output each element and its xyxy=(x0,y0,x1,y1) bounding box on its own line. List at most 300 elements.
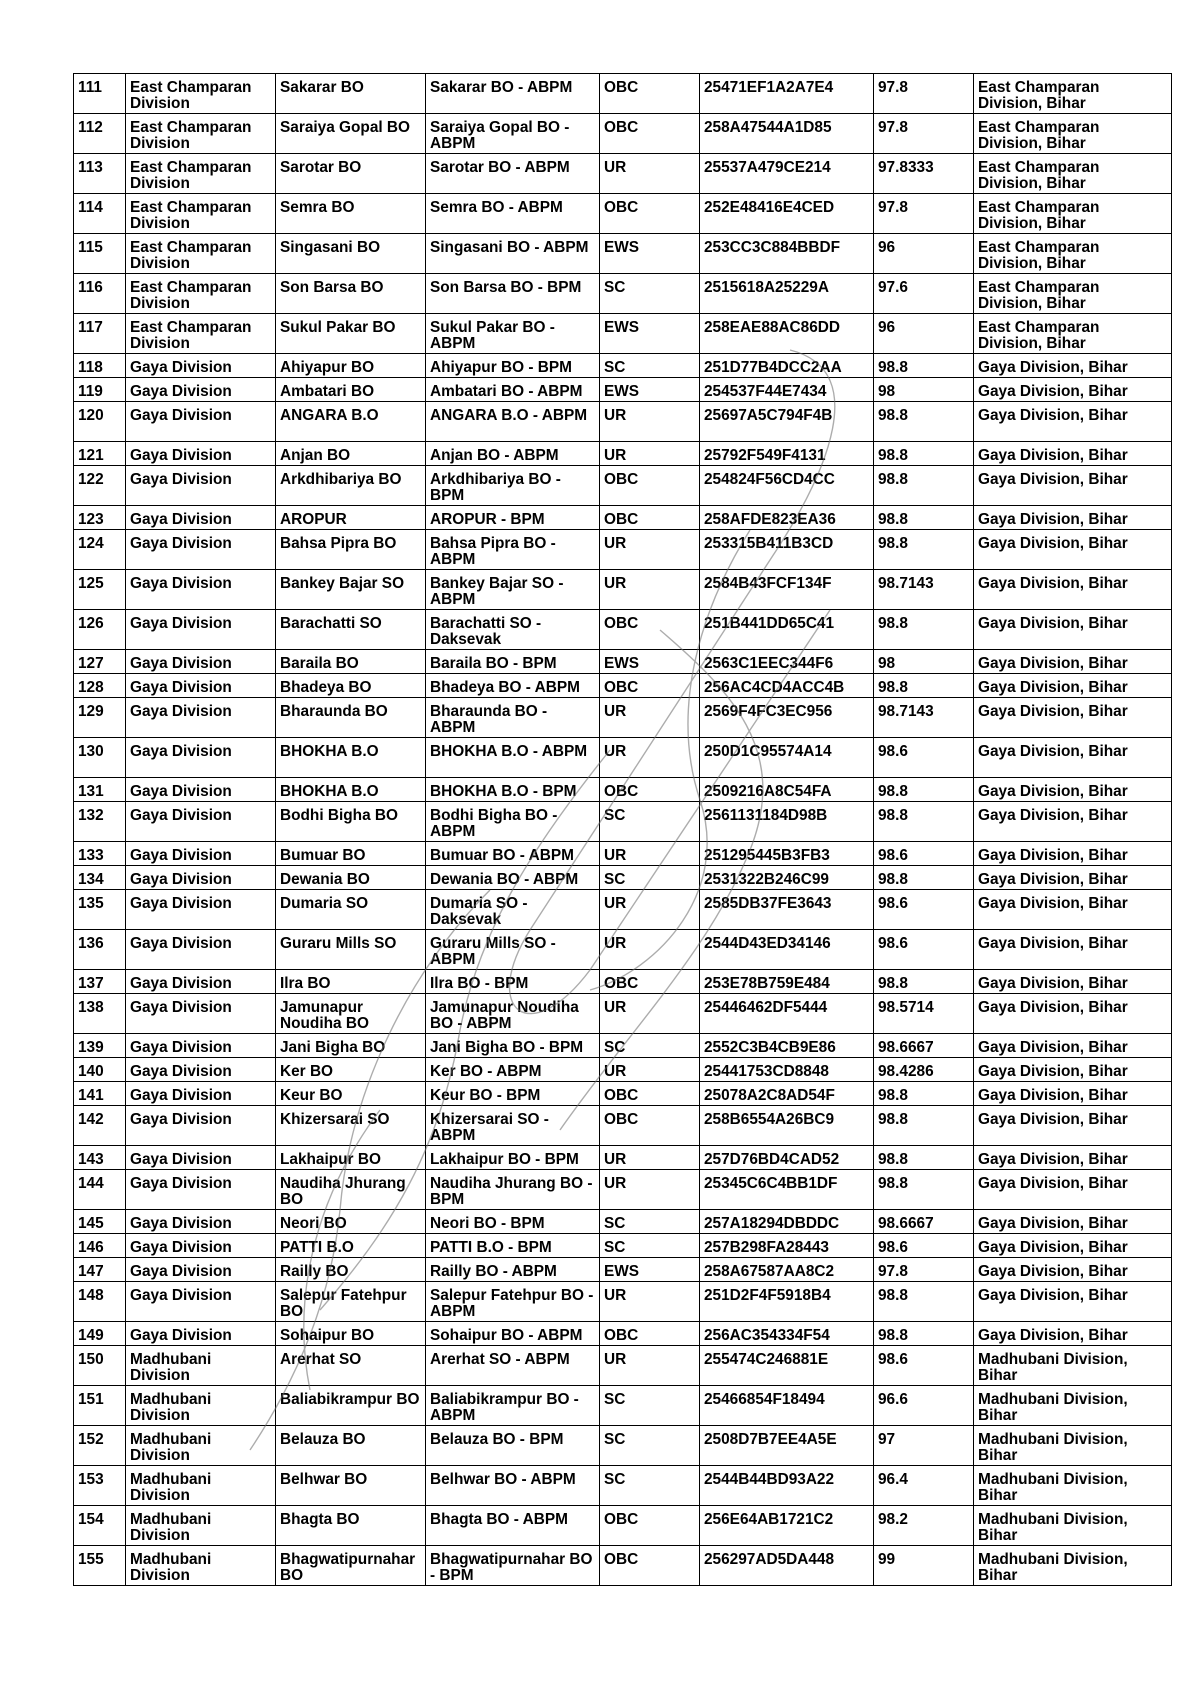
post-cell: Jamunapur Noudiha BO - ABPM xyxy=(426,994,600,1034)
serial-cell: 140 xyxy=(74,1058,126,1082)
circle-cell: Gaya Division, Bihar xyxy=(974,1082,1172,1106)
category-cell: UR xyxy=(600,890,700,930)
marks-cell: 98.8 xyxy=(874,1170,974,1210)
serial-cell: 120 xyxy=(74,402,126,442)
marks-cell: 97.8 xyxy=(874,194,974,234)
post-cell: Ker BO - ABPM xyxy=(426,1058,600,1082)
table-row xyxy=(74,354,1172,378)
circle-cell: Gaya Division, Bihar xyxy=(974,650,1172,674)
circle-cell: East Champaran Division, Bihar xyxy=(974,154,1172,194)
table-row xyxy=(74,1466,1172,1506)
category-cell: OBC xyxy=(600,610,700,650)
serial-cell: 135 xyxy=(74,890,126,930)
post-cell: Sarotar BO - ABPM xyxy=(426,154,600,194)
category-cell: SC xyxy=(600,866,700,890)
division-cell: Gaya Division xyxy=(126,698,276,738)
post-cell: Dewania BO - ABPM xyxy=(426,866,600,890)
marks-cell: 98.8 xyxy=(874,970,974,994)
table-row xyxy=(74,466,1172,506)
circle-cell: Madhubani Division, Bihar xyxy=(974,1346,1172,1386)
registration-cell: 256AC354334F54 xyxy=(700,1322,874,1346)
office-cell: Singasani BO xyxy=(276,234,426,274)
serial-cell: 141 xyxy=(74,1082,126,1106)
office-cell: Dewania BO xyxy=(276,866,426,890)
table-row xyxy=(74,570,1172,610)
registration-cell: 25345C6C4BB1DF xyxy=(700,1170,874,1210)
serial-cell: 115 xyxy=(74,234,126,274)
marks-cell: 97.8 xyxy=(874,1258,974,1282)
division-cell: Gaya Division xyxy=(126,866,276,890)
category-cell: OBC xyxy=(600,674,700,698)
office-cell: Sohaipur BO xyxy=(276,1322,426,1346)
circle-cell: Gaya Division, Bihar xyxy=(974,610,1172,650)
serial-cell: 123 xyxy=(74,506,126,530)
circle-cell: Gaya Division, Bihar xyxy=(974,930,1172,970)
table-row xyxy=(74,674,1172,698)
circle-cell: Gaya Division, Bihar xyxy=(974,1282,1172,1322)
category-cell: OBC xyxy=(600,194,700,234)
category-cell: UR xyxy=(600,1282,700,1322)
category-cell: SC xyxy=(600,354,700,378)
office-cell: BHOKHA B.O xyxy=(276,738,426,778)
office-cell: AROPUR xyxy=(276,506,426,530)
marks-cell: 97.8 xyxy=(874,74,974,114)
category-cell: OBC xyxy=(600,1506,700,1546)
post-cell: Belhwar BO - ABPM xyxy=(426,1466,600,1506)
marks-cell: 98.8 xyxy=(874,442,974,466)
table-row xyxy=(74,1322,1172,1346)
circle-cell: Gaya Division, Bihar xyxy=(974,1258,1172,1282)
table-row xyxy=(74,970,1172,994)
post-cell: PATTI B.O - BPM xyxy=(426,1234,600,1258)
category-cell: OBC xyxy=(600,74,700,114)
division-cell: Madhubani Division xyxy=(126,1386,276,1426)
division-cell: Gaya Division xyxy=(126,842,276,866)
office-cell: Bumuar BO xyxy=(276,842,426,866)
post-cell: Baliabikrampur BO - ABPM xyxy=(426,1386,600,1426)
serial-cell: 153 xyxy=(74,1466,126,1506)
division-cell: Gaya Division xyxy=(126,994,276,1034)
registration-cell: 25441753CD8848 xyxy=(700,1058,874,1082)
category-cell: UR xyxy=(600,402,700,442)
post-cell: Bhadeya BO - ABPM xyxy=(426,674,600,698)
division-cell: Gaya Division xyxy=(126,570,276,610)
registration-cell: 25471EF1A2A7E4 xyxy=(700,74,874,114)
marks-cell: 98.6 xyxy=(874,842,974,866)
marks-cell: 98.8 xyxy=(874,530,974,570)
marks-cell: 98.8 xyxy=(874,506,974,530)
category-cell: UR xyxy=(600,842,700,866)
table-row xyxy=(74,1546,1172,1586)
registration-cell: 253315B411B3CD xyxy=(700,530,874,570)
division-cell: East Champaran Division xyxy=(126,314,276,354)
post-cell: Anjan BO - ABPM xyxy=(426,442,600,466)
table-row xyxy=(74,994,1172,1034)
registration-cell: 2509216A8C54FA xyxy=(700,778,874,802)
serial-cell: 130 xyxy=(74,738,126,778)
division-cell: Gaya Division xyxy=(126,890,276,930)
marks-cell: 97.8333 xyxy=(874,154,974,194)
marks-cell: 98 xyxy=(874,378,974,402)
registration-cell: 2569F4FC3EC956 xyxy=(700,698,874,738)
division-cell: Madhubani Division xyxy=(126,1546,276,1586)
registration-cell: 25466854F18494 xyxy=(700,1386,874,1426)
marks-cell: 98.8 xyxy=(874,354,974,378)
registration-cell: 257B298FA28443 xyxy=(700,1234,874,1258)
serial-cell: 129 xyxy=(74,698,126,738)
registration-cell: 25537A479CE214 xyxy=(700,154,874,194)
office-cell: Naudiha Jhurang BO xyxy=(276,1170,426,1210)
circle-cell: Gaya Division, Bihar xyxy=(974,1322,1172,1346)
serial-cell: 127 xyxy=(74,650,126,674)
circle-cell: Gaya Division, Bihar xyxy=(974,1058,1172,1082)
registration-cell: 257A18294DBDDC xyxy=(700,1210,874,1234)
serial-cell: 133 xyxy=(74,842,126,866)
division-cell: Gaya Division xyxy=(126,530,276,570)
office-cell: Bahsa Pipra BO xyxy=(276,530,426,570)
division-cell: Gaya Division xyxy=(126,930,276,970)
marks-cell: 98.6 xyxy=(874,1346,974,1386)
table-row xyxy=(74,378,1172,402)
marks-cell: 98.8 xyxy=(874,610,974,650)
registration-cell: 258A47544A1D85 xyxy=(700,114,874,154)
office-cell: Bhadeya BO xyxy=(276,674,426,698)
category-cell: UR xyxy=(600,154,700,194)
circle-cell: Gaya Division, Bihar xyxy=(974,866,1172,890)
registration-cell: 25446462DF5444 xyxy=(700,994,874,1034)
post-cell: BHOKHA B.O - BPM xyxy=(426,778,600,802)
office-cell: Arkdhibariya BO xyxy=(276,466,426,506)
post-cell: Bodhi Bigha BO - ABPM xyxy=(426,802,600,842)
table-row xyxy=(74,402,1172,442)
office-cell: BHOKHA B.O xyxy=(276,778,426,802)
serial-cell: 112 xyxy=(74,114,126,154)
office-cell: Son Barsa BO xyxy=(276,274,426,314)
category-cell: EWS xyxy=(600,378,700,402)
office-cell: Salepur Fatehpur BO xyxy=(276,1282,426,1322)
table-row xyxy=(74,506,1172,530)
category-cell: OBC xyxy=(600,506,700,530)
office-cell: Jamunapur Noudiha BO xyxy=(276,994,426,1034)
division-cell: Gaya Division xyxy=(126,778,276,802)
post-cell: Keur BO - BPM xyxy=(426,1082,600,1106)
registration-cell: 25792F549F4131 xyxy=(700,442,874,466)
serial-cell: 124 xyxy=(74,530,126,570)
post-cell: BHOKHA B.O - ABPM xyxy=(426,738,600,778)
registration-cell: 2508D7B7EE4A5E xyxy=(700,1426,874,1466)
division-cell: Gaya Division xyxy=(126,506,276,530)
marks-cell: 98.2 xyxy=(874,1506,974,1546)
registration-cell: 252E48416E4CED xyxy=(700,194,874,234)
marks-cell: 98.7143 xyxy=(874,570,974,610)
post-cell: Arerhat SO - ABPM xyxy=(426,1346,600,1386)
table-row xyxy=(74,890,1172,930)
registration-cell: 25078A2C8AD54F xyxy=(700,1082,874,1106)
office-cell: Ahiyapur BO xyxy=(276,354,426,378)
category-cell: SC xyxy=(600,1210,700,1234)
division-cell: East Champaran Division xyxy=(126,274,276,314)
circle-cell: Gaya Division, Bihar xyxy=(974,994,1172,1034)
division-cell: Gaya Division xyxy=(126,738,276,778)
office-cell: Ilra BO xyxy=(276,970,426,994)
circle-cell: Gaya Division, Bihar xyxy=(974,1146,1172,1170)
marks-cell: 98.6667 xyxy=(874,1210,974,1234)
serial-cell: 137 xyxy=(74,970,126,994)
serial-cell: 121 xyxy=(74,442,126,466)
circle-cell: Madhubani Division, Bihar xyxy=(974,1506,1172,1546)
division-cell: East Champaran Division xyxy=(126,114,276,154)
circle-cell: Gaya Division, Bihar xyxy=(974,1034,1172,1058)
circle-cell: Madhubani Division, Bihar xyxy=(974,1426,1172,1466)
table-row xyxy=(74,1210,1172,1234)
division-cell: Gaya Division xyxy=(126,1258,276,1282)
division-cell: Gaya Division xyxy=(126,1234,276,1258)
office-cell: Baliabikrampur BO xyxy=(276,1386,426,1426)
category-cell: UR xyxy=(600,442,700,466)
circle-cell: Madhubani Division, Bihar xyxy=(974,1386,1172,1426)
marks-cell: 98.8 xyxy=(874,802,974,842)
marks-cell: 98.6 xyxy=(874,890,974,930)
registration-cell: 254537F44E7434 xyxy=(700,378,874,402)
circle-cell: Gaya Division, Bihar xyxy=(974,442,1172,466)
office-cell: Railly BO xyxy=(276,1258,426,1282)
registration-cell: 2584B43FCF134F xyxy=(700,570,874,610)
post-cell: Dumaria SO - Daksevak xyxy=(426,890,600,930)
registration-cell: 250D1C95574A14 xyxy=(700,738,874,778)
post-cell: Belauza BO - BPM xyxy=(426,1426,600,1466)
category-cell: UR xyxy=(600,570,700,610)
circle-cell: Gaya Division, Bihar xyxy=(974,378,1172,402)
circle-cell: Gaya Division, Bihar xyxy=(974,570,1172,610)
marks-cell: 98.8 xyxy=(874,1282,974,1322)
table-row xyxy=(74,698,1172,738)
circle-cell: Gaya Division, Bihar xyxy=(974,970,1172,994)
division-cell: East Champaran Division xyxy=(126,194,276,234)
office-cell: Keur BO xyxy=(276,1082,426,1106)
division-cell: Gaya Division xyxy=(126,610,276,650)
marks-cell: 98.8 xyxy=(874,1146,974,1170)
table-row xyxy=(74,802,1172,842)
serial-cell: 132 xyxy=(74,802,126,842)
category-cell: SC xyxy=(600,1386,700,1426)
division-cell: Gaya Division xyxy=(126,378,276,402)
post-cell: Bumuar BO - ABPM xyxy=(426,842,600,866)
marks-cell: 96.4 xyxy=(874,1466,974,1506)
category-cell: UR xyxy=(600,530,700,570)
category-cell: SC xyxy=(600,1426,700,1466)
office-cell: Lakhaipur BO xyxy=(276,1146,426,1170)
category-cell: UR xyxy=(600,930,700,970)
circle-cell: East Champaran Division, Bihar xyxy=(974,194,1172,234)
serial-cell: 154 xyxy=(74,1506,126,1546)
registration-cell: 256297AD5DA448 xyxy=(700,1546,874,1586)
serial-cell: 147 xyxy=(74,1258,126,1282)
category-cell: OBC xyxy=(600,1082,700,1106)
marks-cell: 98.6 xyxy=(874,1234,974,1258)
circle-cell: East Champaran Division, Bihar xyxy=(974,234,1172,274)
post-cell: Railly BO - ABPM xyxy=(426,1258,600,1282)
post-cell: Son Barsa BO - BPM xyxy=(426,274,600,314)
office-cell: Khizersarai SO xyxy=(276,1106,426,1146)
table-row xyxy=(74,314,1172,354)
marks-cell: 96 xyxy=(874,314,974,354)
category-cell: EWS xyxy=(600,650,700,674)
registration-cell: 251D77B4DCC2AA xyxy=(700,354,874,378)
serial-cell: 116 xyxy=(74,274,126,314)
category-cell: OBC xyxy=(600,466,700,506)
division-cell: Gaya Division xyxy=(126,1322,276,1346)
marks-cell: 98.8 xyxy=(874,466,974,506)
category-cell: UR xyxy=(600,994,700,1034)
marks-cell: 98.8 xyxy=(874,674,974,698)
office-cell: Sarotar BO xyxy=(276,154,426,194)
office-cell: ANGARA B.O xyxy=(276,402,426,442)
category-cell: UR xyxy=(600,1170,700,1210)
category-cell: UR xyxy=(600,1146,700,1170)
category-cell: OBC xyxy=(600,1322,700,1346)
registration-cell: 258B6554A26BC9 xyxy=(700,1106,874,1146)
category-cell: OBC xyxy=(600,1546,700,1586)
office-cell: Sakarar BO xyxy=(276,74,426,114)
registration-cell: 251D2F4F5918B4 xyxy=(700,1282,874,1322)
registration-cell: 2531322B246C99 xyxy=(700,866,874,890)
post-cell: Guraru Mills SO - ABPM xyxy=(426,930,600,970)
serial-cell: 144 xyxy=(74,1170,126,1210)
registration-cell: 258EAE88AC86DD xyxy=(700,314,874,354)
table-row xyxy=(74,114,1172,154)
circle-cell: Gaya Division, Bihar xyxy=(974,506,1172,530)
registration-cell: 257D76BD4CAD52 xyxy=(700,1146,874,1170)
circle-cell: Gaya Division, Bihar xyxy=(974,778,1172,802)
post-cell: AROPUR - BPM xyxy=(426,506,600,530)
table-row xyxy=(74,1106,1172,1146)
table-row xyxy=(74,738,1172,778)
division-cell: Madhubani Division xyxy=(126,1346,276,1386)
serial-cell: 155 xyxy=(74,1546,126,1586)
circle-cell: Gaya Division, Bihar xyxy=(974,698,1172,738)
serial-cell: 152 xyxy=(74,1426,126,1466)
division-cell: Gaya Division xyxy=(126,1106,276,1146)
registration-cell: 2561131184D98B xyxy=(700,802,874,842)
marks-cell: 97 xyxy=(874,1426,974,1466)
registration-cell: 253CC3C884BBDF xyxy=(700,234,874,274)
post-cell: Bhagta BO - ABPM xyxy=(426,1506,600,1546)
post-cell: Baraila BO - BPM xyxy=(426,650,600,674)
division-cell: Gaya Division xyxy=(126,354,276,378)
post-cell: Ilra BO - BPM xyxy=(426,970,600,994)
office-cell: Bodhi Bigha BO xyxy=(276,802,426,842)
marks-cell: 96.6 xyxy=(874,1386,974,1426)
marks-cell: 98.8 xyxy=(874,1322,974,1346)
post-cell: Bahsa Pipra BO - ABPM xyxy=(426,530,600,570)
table-row xyxy=(74,866,1172,890)
marks-cell: 98 xyxy=(874,650,974,674)
table-row xyxy=(74,650,1172,674)
category-cell: EWS xyxy=(600,1258,700,1282)
serial-cell: 148 xyxy=(74,1282,126,1322)
post-cell: Singasani BO - ABPM xyxy=(426,234,600,274)
table-row xyxy=(74,194,1172,234)
registration-cell: 253E78B759E484 xyxy=(700,970,874,994)
office-cell: Belauza BO xyxy=(276,1426,426,1466)
table-row xyxy=(74,1058,1172,1082)
serial-cell: 134 xyxy=(74,866,126,890)
division-cell: Madhubani Division xyxy=(126,1426,276,1466)
circle-cell: East Champaran Division, Bihar xyxy=(974,274,1172,314)
registration-cell: 251295445B3FB3 xyxy=(700,842,874,866)
marks-cell: 98.6 xyxy=(874,738,974,778)
post-cell: Naudiha Jhurang BO - BPM xyxy=(426,1170,600,1210)
division-cell: Madhubani Division xyxy=(126,1466,276,1506)
circle-cell: Gaya Division, Bihar xyxy=(974,1234,1172,1258)
post-cell: Saraiya Gopal BO - ABPM xyxy=(426,114,600,154)
post-cell: Sukul Pakar BO - ABPM xyxy=(426,314,600,354)
circle-cell: Gaya Division, Bihar xyxy=(974,1170,1172,1210)
marks-cell: 98.6 xyxy=(874,930,974,970)
serial-cell: 143 xyxy=(74,1146,126,1170)
circle-cell: Gaya Division, Bihar xyxy=(974,466,1172,506)
post-cell: Sakarar BO - ABPM xyxy=(426,74,600,114)
table-row xyxy=(74,442,1172,466)
office-cell: Belhwar BO xyxy=(276,1466,426,1506)
circle-cell: East Champaran Division, Bihar xyxy=(974,114,1172,154)
marks-cell: 98.8 xyxy=(874,866,974,890)
serial-cell: 113 xyxy=(74,154,126,194)
office-cell: Bhagta BO xyxy=(276,1506,426,1546)
registration-cell: 2552C3B4CB9E86 xyxy=(700,1034,874,1058)
post-cell: Jani Bigha BO - BPM xyxy=(426,1034,600,1058)
marks-cell: 98.8 xyxy=(874,778,974,802)
office-cell: Jani Bigha BO xyxy=(276,1034,426,1058)
serial-cell: 117 xyxy=(74,314,126,354)
registration-cell: 2544D43ED34146 xyxy=(700,930,874,970)
category-cell: SC xyxy=(600,1234,700,1258)
serial-cell: 136 xyxy=(74,930,126,970)
division-cell: Gaya Division xyxy=(126,970,276,994)
office-cell: Bankey Bajar SO xyxy=(276,570,426,610)
serial-cell: 125 xyxy=(74,570,126,610)
circle-cell: East Champaran Division, Bihar xyxy=(974,74,1172,114)
division-cell: Gaya Division xyxy=(126,402,276,442)
table-row xyxy=(74,930,1172,970)
post-cell: Salepur Fatehpur BO - ABPM xyxy=(426,1282,600,1322)
office-cell: Semra BO xyxy=(276,194,426,234)
office-cell: Barachatti SO xyxy=(276,610,426,650)
serial-cell: 151 xyxy=(74,1386,126,1426)
category-cell: SC xyxy=(600,274,700,314)
category-cell: UR xyxy=(600,1058,700,1082)
registration-cell: 255474C246881E xyxy=(700,1346,874,1386)
office-cell: PATTI B.O xyxy=(276,1234,426,1258)
post-cell: Sohaipur BO - ABPM xyxy=(426,1322,600,1346)
registration-cell: 256AC4CD4ACC4B xyxy=(700,674,874,698)
category-cell: OBC xyxy=(600,970,700,994)
marks-cell: 98.8 xyxy=(874,1082,974,1106)
results-sheet xyxy=(73,73,1171,1586)
table-row xyxy=(74,1386,1172,1426)
division-cell: East Champaran Division xyxy=(126,234,276,274)
table-row xyxy=(74,1146,1172,1170)
division-cell: Gaya Division xyxy=(126,1170,276,1210)
circle-cell: Gaya Division, Bihar xyxy=(974,354,1172,378)
serial-cell: 146 xyxy=(74,1234,126,1258)
post-cell: Ahiyapur BO - BPM xyxy=(426,354,600,378)
office-cell: Bharaunda BO xyxy=(276,698,426,738)
post-cell: Ambatari BO - ABPM xyxy=(426,378,600,402)
table-row xyxy=(74,1082,1172,1106)
serial-cell: 111 xyxy=(74,74,126,114)
circle-cell: Gaya Division, Bihar xyxy=(974,738,1172,778)
